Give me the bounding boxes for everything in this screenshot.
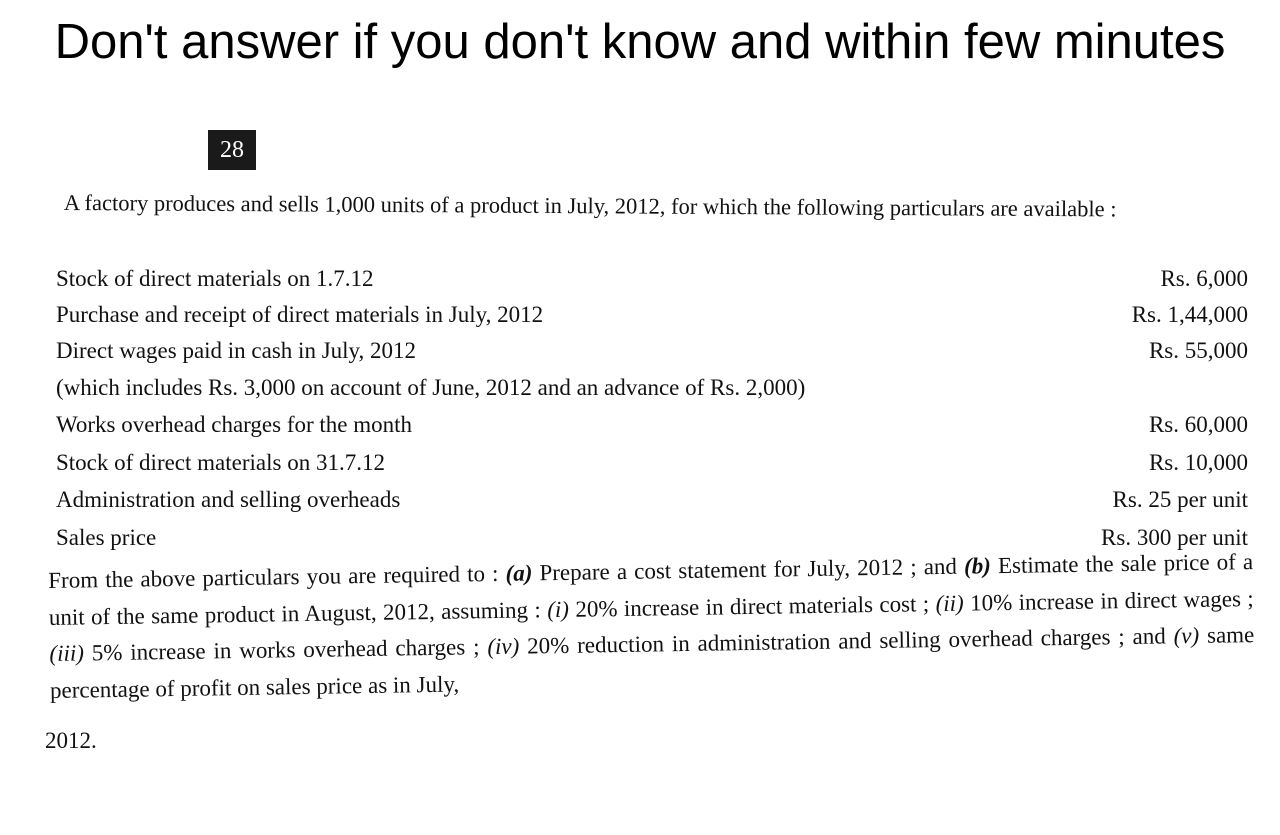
requirement-year: 2012.	[45, 728, 97, 753]
particular-amount: Rs. 55,000	[1148, 338, 1248, 363]
particular-row	[56, 298, 1248, 332]
particular-row	[56, 446, 1248, 480]
requirement-lead: From the above particulars you are required to :	[48, 560, 506, 593]
particular-amount: Rs. 6,000	[1160, 266, 1248, 291]
particular-label: Sales price	[56, 525, 157, 550]
item-v-marker: (v)	[1173, 622, 1200, 649]
particular-amount: Rs. 300 per unit	[1101, 525, 1248, 550]
particular-row	[56, 483, 1248, 517]
item-iii-text: 5% increase in works overhead charges ;	[83, 634, 488, 666]
particular-label: Purchase and receipt of direct materials in July, 2012	[56, 302, 544, 327]
particular-note: (which includes Rs. 3,000 on account of June, 2012 and an advance of Rs. 2,000)	[56, 375, 806, 400]
particular-row	[56, 262, 1248, 296]
question-number-badge: 28	[208, 130, 256, 170]
item-iv-text: 20% reduction in administration and selling overhead charges ; and	[519, 623, 1174, 659]
item-i-text: 20% increase in direct materials cost ;	[568, 590, 936, 622]
particular-label: Administration and selling overheads	[56, 487, 401, 512]
part-b-marker: (b)	[963, 553, 992, 579]
particular-label: Stock of direct materials on 31.7.12	[56, 450, 385, 475]
part-a-text: Prepare a cost statement for July, 2012 ; and	[532, 553, 965, 586]
item-iii-marker: (iii)	[49, 640, 85, 666]
part-b-text: Estimate the sale price of a unit of the same product in August, 2012, assuming :	[48, 549, 1254, 630]
item-v-text: same percentage of profit on sales price as in July,	[49, 622, 1255, 703]
item-ii-text: 10% increase in direct wages ;	[963, 585, 1254, 616]
particular-amount: Rs. 10,000	[1148, 450, 1248, 475]
particular-row	[56, 408, 1248, 442]
item-iv-marker: (iv)	[487, 633, 520, 660]
part-a-marker: (a)	[505, 560, 533, 586]
particular-amount: Rs. 60,000	[1148, 412, 1248, 437]
particular-amount: Rs. 1,44,000	[1131, 302, 1248, 327]
particular-label: Stock of direct materials on 1.7.12	[56, 266, 374, 291]
particular-label: Direct wages paid in cash in July, 2012	[56, 338, 417, 363]
requirement-paragraph	[48, 544, 1255, 709]
item-i-marker: (i)	[547, 596, 570, 622]
particular-row	[56, 371, 1248, 405]
particular-label: Works overhead charges for the month	[56, 412, 413, 437]
particular-amount: Rs. 25 per unit	[1112, 487, 1248, 512]
caption-banner: Don't answer if you don't know and within few minutes	[54, 15, 1226, 69]
item-ii-marker: (ii)	[935, 590, 964, 616]
particular-row	[56, 334, 1248, 368]
intro-text: A factory produces and sells 1,000 units of a product in July, 2012, for which the following particulars are available :	[63, 189, 1117, 222]
